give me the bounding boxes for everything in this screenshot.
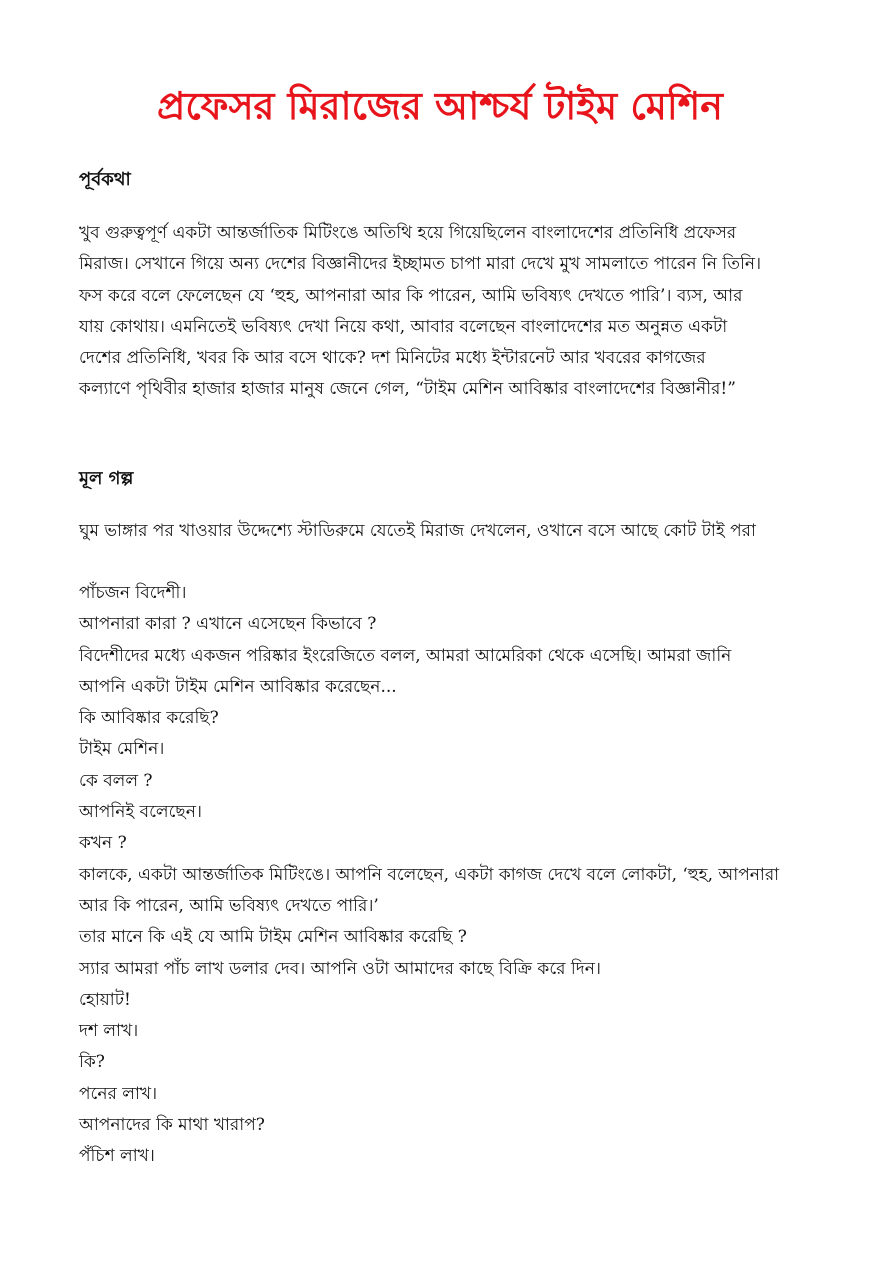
paragraph-line: মিরাজ। সেখানে গিয়ে অন্য দেশের বিজ্ঞানীদের ইচ্ছামত চাপা মারা দেখে মুখ সামলাতে পারেন নি তিনি। xyxy=(79,254,762,275)
story-opening-line xyxy=(79,516,819,547)
dialogue-line: আর কি পারেন, আমি ভবিষ্যৎ দেখতে পারি।’ xyxy=(79,895,379,916)
dialogue-line: হোয়াট! xyxy=(79,989,131,1010)
dialogue-line: টাইম মেশিন। xyxy=(79,739,165,760)
dialogue-line: পাঁচজন বিদেশী। xyxy=(79,583,187,603)
paragraph-line: যায় কোথায়। এমনিতেই ভবিষ্যৎ দেখা নিয়ে কথা, আবার বলেছেন বাংলাদেশের মত অনুন্নত একটা xyxy=(79,316,728,337)
dialogue-line: কখন ? xyxy=(79,833,127,854)
paragraph-line: খুব গুরুত্বপূর্ণ একটা আন্তর্জাতিক মিটিংঙে অতিথি হয়ে গিয়েছিলেন বাংলাদেশের প্রতিনিধি প্রফেসর xyxy=(79,223,737,243)
dialogue-line: পনের লাখ। xyxy=(79,1083,158,1104)
section-heading-main-story: মূল গল্প xyxy=(79,468,134,489)
dialogue-line: কালকে, একটা আন্তর্জাতিক মিটিংঙে। আপনি বলেছেন, একটা কাগজ দেখে বলে লোকটা, ‘হুহ, আপনারা xyxy=(79,864,780,885)
section-heading-intro: পূর্বকথা xyxy=(79,169,131,190)
paragraph-line: ঘুম ভাঙ্গার পর খাওয়ার উদ্দেশ্যে স্টাডিরুমে যেতেই মিরাজ দেখলেন, ওখানে বসে আছে কোট টাই পরা xyxy=(79,521,756,541)
dialogue-line: বিদেশীদের মধ্যে একজন পরিষ্কার ইংরেজিতে বলল, আমরা আমেরিকা থেকে এসেছি। আমরা জানি xyxy=(79,645,732,666)
dialogue-line: আপনারা কারা ? এখানে এসেছেন কিভাবে ? xyxy=(79,614,377,635)
dialogue-line: কে বলল ? xyxy=(79,770,153,791)
dialogue-line: আপনাদের কি মাথা খারাপ? xyxy=(79,1115,265,1136)
dialogue-line: কি আবিষ্কার করেছি? xyxy=(79,708,219,729)
dialogue-line: আপনি একটা টাইম মেশিন আবিষ্কার করেছেন... xyxy=(79,676,397,697)
dialogue-list xyxy=(79,578,839,1173)
intro-paragraph xyxy=(79,218,819,406)
dialogue-line: কি? xyxy=(79,1052,105,1073)
dialogue-line: পঁচিশ লাখ। xyxy=(79,1146,155,1167)
dialogue-line: আপনিই বলেছেন। xyxy=(79,802,202,823)
paragraph-line: কল্যাণে পৃথিবীর হাজার হাজার মানুষ জেনে গেল, “টাইম মেশিন আবিষ্কার বাংলাদেশের বিজ্ঞানীর!” xyxy=(79,379,736,400)
dialogue-line: স্যার আমরা পাঁচ লাখ ডলার দেব। আপনি ওটা আমাদের কাছে বিক্রি করে দিন। xyxy=(79,958,601,979)
paragraph-line: দেশের প্রতিনিধি, খবর কি আর বসে থাকে? দশ মিনিটের মধ্যে ইন্টারনেট আর খবরের কাগজের xyxy=(79,348,706,369)
page-title: প্রফেসর মিরাজের আশ্চর্য টাইম মেশিন xyxy=(157,84,723,128)
paragraph-line: ফস করে বলে ফেলেছেন যে ‘হুহ, আপনারা আর কি পারেন, আমি ভবিষ্যৎ দেখতে পারি’। ব্যস, আর xyxy=(79,285,743,306)
dialogue-line: দশ লাখ। xyxy=(79,1021,139,1042)
dialogue-line: তার মানে কি এই যে আমি টাইম মেশিন আবিষ্কার করেছি ? xyxy=(79,927,467,948)
